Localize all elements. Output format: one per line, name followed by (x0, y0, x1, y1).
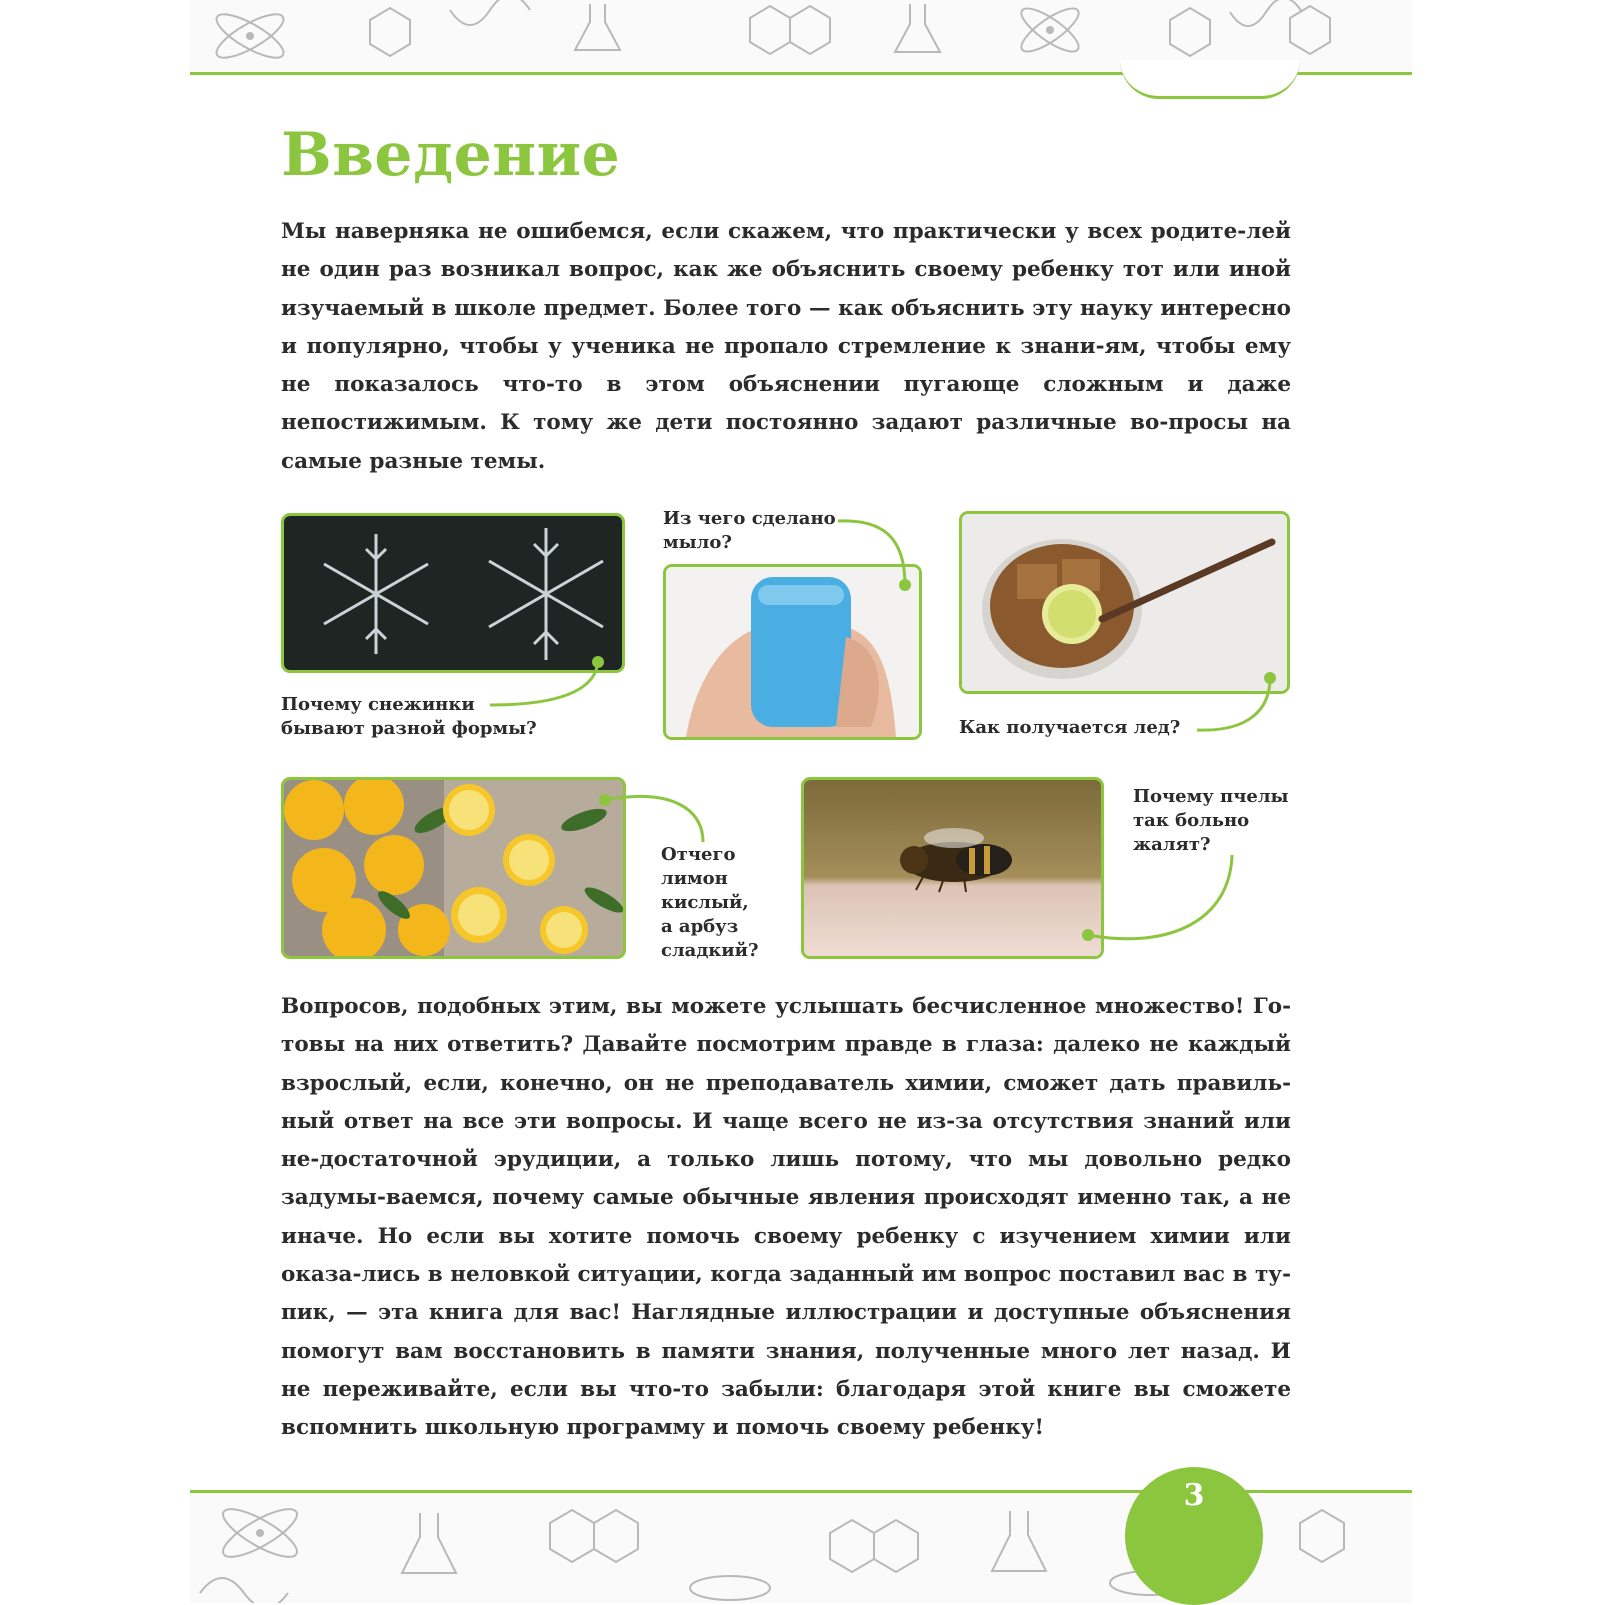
closing-paragraph: Вопросов, подобных этим, вы можете услышать бесчисленное множество! Го-товы на них ответить? Давайте посмотрим правде в глаза: далеко не каждый взрослый, если, конечно, он не преподаватель химии, сможет дать правиль-ный ответ на все эти вопросы. И чаще всего не из-за отсутствия знаний или не-достаточной эрудиции, а только лишь потому, что мы довольно редко задумы-ваемся, почему самые обычные явления происходят именно так, а не иначе. Но если вы хотите помочь своему ребенку с изучением химии или оказа-лись в неловкой ситуации, когда заданный им вопрос поставил вас в ту-пик, — эта книга для вас! Наглядные иллюстрации и доступные объяснения помогут вам восстановить в памяти знания, полученные много лет назад. И не переживайте, если вы что-то забыли: благодаря этой книге вы сможете вспомнить школьную программу и помочь своему ребенку! (281, 994, 1291, 1441)
lemons-caption: Отчего лимон кислый, а арбуз сладкий? (661, 844, 759, 961)
soap-photo (663, 564, 922, 740)
iced-tea-photo (959, 511, 1290, 694)
intro-paragraph: Мы наверняка не ошибемся, если скажем, что практически у всех родите-лей не один раз возникал вопрос, как же объяснить своему ребенку тот или иной изучаемый в школе предмет. Более того — как объяснить эту науку интересно и популярно, чтобы у ученика не пропало стремление к знани-ям, чтобы ему не показалось что-то в этом объяснении пугающе сложным и даже непостижимым. К тому же дети постоянно задают различные во-просы на самые разные темы. (281, 219, 1291, 474)
bee-photo (801, 777, 1104, 959)
lemons-photo (281, 777, 626, 959)
page-number: 3 (1183, 1478, 1205, 1513)
soap-caption: Из чего сделано мыло? (663, 508, 836, 553)
snowflake-caption: Почему снежинки бывают разной формы? (281, 694, 537, 739)
page-title: Введение (281, 120, 621, 190)
bee-caption: Почему пчелы так больно жалят? (1133, 786, 1289, 855)
snowflake-photo (281, 513, 625, 673)
top-tab-notch (1120, 60, 1300, 99)
ice-caption: Как получается лед? (959, 717, 1181, 738)
